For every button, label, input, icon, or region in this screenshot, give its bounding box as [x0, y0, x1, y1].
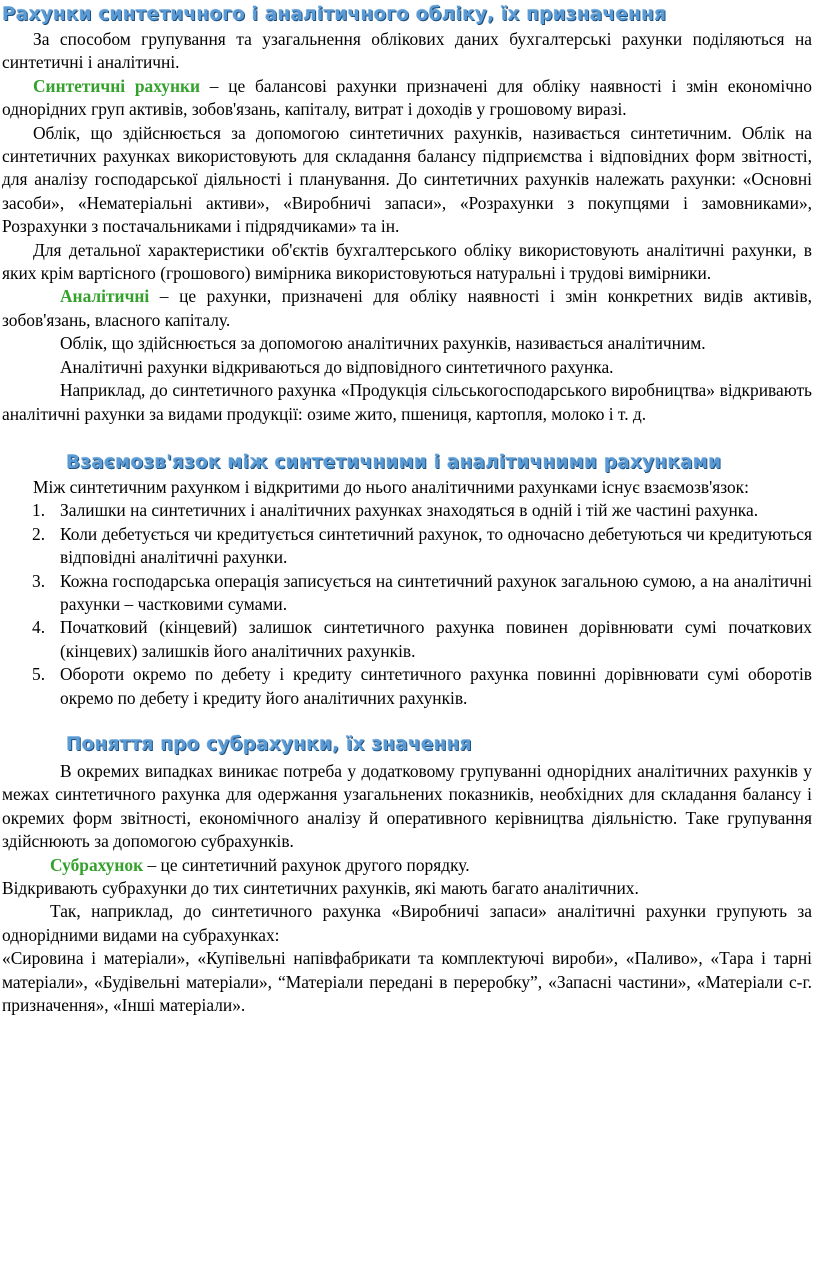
paragraph-subaccounts-list: «Сировина і матеріали», «Купівельні напівфабрикати та комплектуючі вироби», «Паливо», «Тара і тарні матеріали», «Будівельні матеріали», “Матеріали передані в переробку”, «Запасні частини», «Матеріали с-г. призначення», «Інші матеріали».: [2, 948, 812, 1016]
paragraph-relationship-intro: Між синтетичним рахунком і відкритими до нього аналітичними рахунками існує взаємозв'язок:: [33, 476, 749, 497]
paragraph-analytical-opening: Аналітичні рахунки відкриваються до відповідного синтетичного рахунка.: [60, 356, 614, 377]
definition-analytical: – це рахунки, призначені для обліку наявності і змін конкретних видів активів, зобов'язань, власного капіталу.: [2, 286, 812, 330]
list-item-text: Обороти окремо по дебету і кредиту синтетичного рахунка повинні дорівнювати сумі оборотів окремо по дебету і кредиту його аналітичних рахунків.: [60, 664, 812, 708]
term-subaccount: Субрахунок: [50, 854, 144, 875]
term-analytical: Аналітичні: [60, 286, 150, 307]
list-item-number: 5.: [32, 664, 46, 685]
paragraph-subaccount-definition: [2, 854, 812, 877]
paragraph-synthetic-usage: Облік, що здійснюється за допомогою синтетичних рахунків, називається синтетичним. Облік на синтетичних рахунках використовують для складання балансу підприємства і відповідних форм звітності, для аналізу господарської діяльності і планування. До синтетичних рахунків належать рахунки: «Основні засоби», «Нематеріальні активи», «Виробничі запаси», «Розрахунки з покупцями і замовниками», Розрахунки з постачальниками і підрядчиками» та ін.: [2, 122, 812, 237]
list-item: [2, 570, 812, 617]
list-item-number: 2.: [32, 523, 46, 544]
paragraph-analytical-definition: [2, 285, 812, 332]
list-item-number: 1.: [32, 500, 46, 521]
list-item: [2, 663, 812, 710]
section-title-relationship: Взаємозв'язок між синтетичними і аналітичними рахунками: [66, 451, 722, 473]
relationship-list: [2, 499, 812, 710]
paragraph-analytical-accounting: Облік, що здійснюється за допомогою аналітичних рахунків, називається аналітичним.: [60, 333, 706, 354]
paragraph-subaccounts-example: Так, наприклад, до синтетичного рахунка «Виробничі запаси» аналітичні рахунки групують за однорідними видами на субрахунках:: [2, 901, 812, 945]
term-synthetic: Синтетичні рахунки: [33, 75, 200, 96]
paragraph-classification: За способом групування та узагальнення облікових даних бухгалтерські рахунки поділяються на синтетичні і аналітичні.: [2, 29, 812, 73]
list-item: [2, 523, 812, 570]
list-item-number: 3.: [32, 570, 46, 591]
list-item-text: Залишки на синтетичних і аналітичних рахунках знаходяться в одній і тій же частині рахунка.: [60, 500, 759, 521]
definition-synthetic: – це балансові рахунки призначені для обліку наявності і змін економічно однорідних груп активів, зобов'язань, капіталу, витрат і доходів у грошовому виразі.: [2, 75, 812, 120]
paragraph-analytical-intro: Для детальної характеристики об'єктів бухгалтерського обліку використовують аналітичні рахунки, в яких крім вартісного (грошового) вимірника використовуються натуральні і трудові вимірники.: [2, 239, 812, 284]
list-item-text: Коли дебетується чи кредитується синтетичний рахунок, то одночасно дебетуються чи кредитуються відповідні аналітичні рахунки.: [60, 523, 812, 568]
paragraph-subaccounts-need: В окремих випадках виникає потреба у додатковому групуванні однорідних аналітичних рахунків у межах синтетичного рахунка для одержання узагальнених показників, необхідних для складання балансу і окремих форм звітності, економічного аналізу й оперативного керівництва діяльністю. Таке групування здійснюють за допомогою субрахунків.: [2, 760, 812, 852]
list-item-text: Кожна господарська операція записується на синтетичний рахунок загальною сумою, а на аналітичні рахунки – частковими сумами.: [60, 570, 812, 614]
list-item-number: 4.: [32, 617, 46, 638]
paragraph-synthetic-definition: [2, 75, 812, 122]
paragraph-subaccounts-opening: Відкривають субрахунки до тих синтетичних рахунків, які мають багато аналітичних.: [2, 878, 639, 898]
definition-subaccount: – це синтетичний рахунок другого порядку.: [143, 854, 470, 875]
section-title-subaccounts: Поняття про субрахунки, їх значення: [66, 733, 472, 755]
section-title-accounts: Рахунки синтетичного і аналітичного обліку, їх призначення: [2, 4, 667, 25]
list-item-text: Початковий (кінцевий) залишок синтетичного рахунка повинен дорівнювати сумі початкових (кінцевих) залишків його аналітичних рахунків.: [60, 617, 812, 661]
list-item: [2, 616, 812, 663]
paragraph-example: Наприклад, до синтетичного рахунка «Продукція сільськогосподарського виробництва» відкривають аналітичні рахунки за видами продукції: озиме жито, пшениця, картопля, молоко і т. д.: [2, 380, 812, 424]
list-item: [2, 499, 812, 522]
